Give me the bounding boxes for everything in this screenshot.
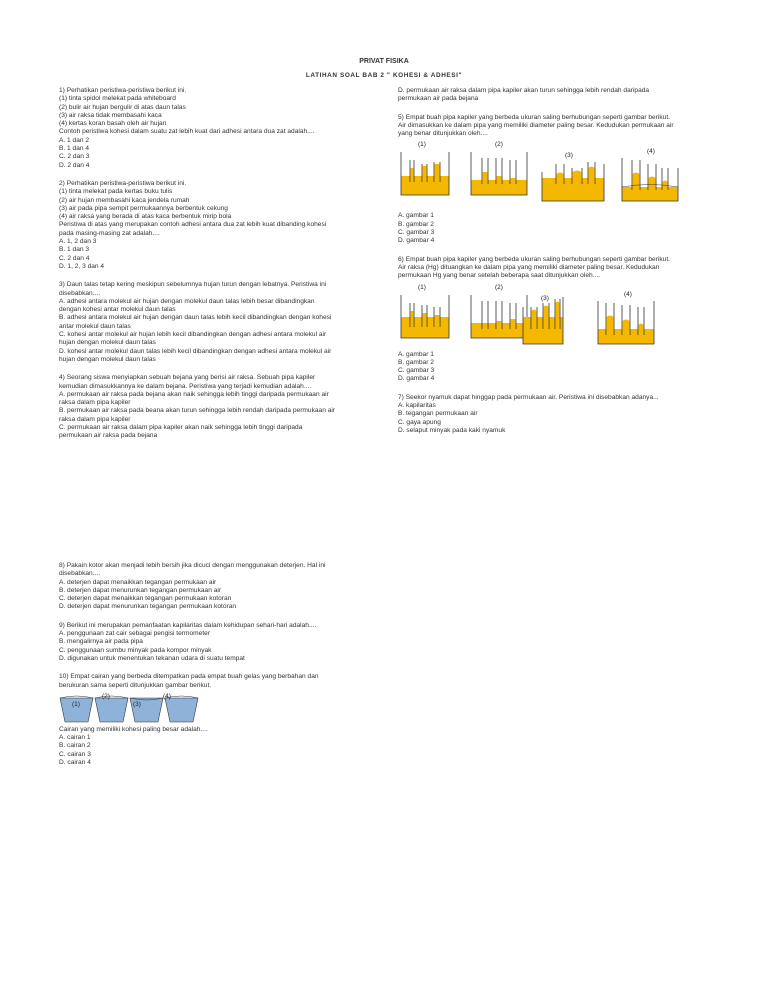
figure-label: (1) [418, 283, 426, 291]
page-title: PRIVAT FISIKA [359, 58, 409, 65]
q9-option: D. digunakan untuk menentukan tekanan udara di suatu tempat [59, 654, 245, 662]
q1-option: C. 2 dan 3 [59, 153, 90, 161]
q2-option: B. 1 dan 3 [59, 246, 90, 254]
question-10 [59, 673, 389, 690]
q4-option: permukaan air pada bejana [398, 95, 479, 103]
figure-label: (3) [133, 700, 141, 708]
q8-line: 8) Pakain kotor akan menjadi lebih bersih jika dicuci dengan menggunakan deterjen. Hal ini [59, 562, 326, 569]
q8-option: D. deterjen dapat menurunkan tegangan permukaan kotoran [59, 603, 237, 611]
q2-line: Peristiwa di atas yang merupakan contoh adhesi antara dua zat lebih kuat dibanding kohesi [59, 221, 327, 229]
q1-line: (3) air raksa tidak membasahi kaca [59, 111, 162, 119]
q5-capillary-figure [398, 140, 698, 210]
q7-line: 7) Seekor nyamuk dapat hinggap pada permukaan air. Peristiwa ini disebabkan adanya... [398, 393, 659, 401]
q2-option: A. 1, 2 dan 3 [59, 238, 97, 246]
q2-option: C. 2 dan 4 [59, 254, 90, 262]
q10-option: B. cairan 2 [59, 742, 91, 750]
q3-option: A. adhesi antara molekul air hujan dengan molekul daun talas lebih besar dibandingkan [59, 297, 315, 305]
q6-capillary-figure [398, 283, 698, 349]
q4-option: C. permukaan air raksa dalam pipa kapiler akan naik sehingga lebih tinggi daripada [59, 423, 303, 431]
q7-option: D. selaput minyak pada kaki nyamuk [398, 426, 506, 434]
q8-option: C. deterjen dapat menaikkan tegangan permukaan kotoran [59, 595, 232, 603]
left-column-bottom [59, 562, 389, 777]
q3-option: B. adhesi antara molekul air hujan dengan daun talas lebih kecil dibandingkan dengan kohesi [59, 314, 332, 322]
q9-option: B. mengalirnya air pada pipa [59, 638, 143, 646]
capillary-diagram-1 [401, 152, 449, 195]
question-3 [59, 281, 389, 364]
capillary-diagram-4 [622, 158, 678, 201]
hg-capillary-diagram-3 [523, 294, 563, 344]
q2-line: 2) Perhatikan peristiwa-peristiwa berikut ini. [59, 179, 187, 187]
q2-line: (3) air pada pipa sempit permukaannya berbentuk cekung [59, 204, 228, 212]
q10-option: C. cairan 3 [59, 750, 91, 758]
q1-option: A. 1 dan 2 [59, 136, 90, 144]
q9-option: C. penggunaan sumbu minyak pada kompor minyak [59, 646, 212, 654]
q4-option: A. permukaan air raksa pada bejana akan naik sehingga lebih tinggi daripada permukaan air [59, 390, 329, 398]
figure-label: (1) [418, 141, 426, 149]
figure-label: (3) [565, 152, 573, 160]
q1-line: (2) bulir air hujan bergulir di atas daun talas [59, 103, 186, 111]
q4-option: D. permukaan air raksa dalam pipa kapiler akan turun sehingga lebih rendah daripada [398, 87, 650, 94]
q1-line: (1) tinta spidol melekat pada whiteboard [59, 95, 176, 103]
q1-line: 1) Perhatikan peristiwa-peristiwa berikut ini. [59, 87, 187, 94]
q4-option: B. permukaan air raksa pada beana akan turun sehingga lebih rendah daripada permukaan air [59, 407, 336, 415]
hg-capillary-diagram-2 [471, 295, 527, 338]
question-7 [398, 394, 718, 435]
q6-line: Air raksa (Hg) dituangkan ke dalam pipa yang memiliki diameter paling besar. Kedudukan [398, 263, 660, 271]
figure-label: (4) [163, 692, 171, 700]
q10-option: D. cairan 4 [59, 759, 91, 767]
question-10-answers [59, 726, 389, 767]
q10-option: A. cairan 1 [59, 734, 91, 742]
figure-label: (4) [624, 290, 632, 298]
q6-options [398, 351, 718, 384]
hg-capillary-diagram-1 [401, 295, 449, 338]
q10-line: berukuran sama seperti ditunjukkan gambar berikut. [59, 681, 212, 689]
q6-option: A. gambar 1 [398, 350, 434, 358]
q5-line: yang benar ditunjukkan oleh.... [398, 130, 488, 138]
q2-line: pada masing-masing zat adalah.... [59, 229, 160, 237]
q1-line: (4) kertas koran basah oleh air hujan [59, 120, 167, 128]
left-column-top [59, 87, 389, 451]
q3-option: D. kohesi antar molekul daun talas lebih kecil dibandingkan dengan adhesi antara molekul air [59, 347, 332, 355]
figure-label: (3) [541, 294, 549, 302]
question-2 [59, 180, 389, 271]
q9-option: A. penggunaan zat cair sebagai pengisi termometer [59, 630, 211, 638]
q3-option: hujan dengan molekul daun talas [59, 355, 156, 363]
q2-line: (2) air hujan membasahi kaca jendela rumah [59, 196, 190, 204]
question-9 [59, 622, 389, 663]
question-4-continued [398, 87, 718, 104]
q7-option: A. kapilaritas [398, 402, 436, 410]
q3-option: antar molekul daun talas [59, 322, 131, 330]
q3-line: 3) Daun talas tetap kering meskipun sebelumnya hujan turun dengan lebatnya. Peristiwa ini [59, 281, 327, 289]
question-8 [59, 562, 389, 612]
q8-option: B. deterjen dapat menurunkan tegangan permukaan air [59, 586, 222, 594]
page-subtitle: LATIHAN SOAL BAB 2 " KOHESI & ADHESI" [305, 72, 463, 79]
q4-option: permukaan air raksa pada bejana [59, 432, 158, 440]
q6-option: B. gambar 2 [398, 358, 434, 366]
question-4 [59, 374, 389, 440]
q5-option: D. gambar 4 [398, 237, 435, 245]
q1-line: Contoh peristiwa kohesi dalam suatu zat lebih kuat dari adhesi antara dua zat adalah.... [59, 128, 315, 136]
q4-option: raksa dalam pipa kapiler [59, 415, 131, 423]
q1-option: B. 1 dan 4 [59, 145, 90, 153]
figure-label: (2) [495, 141, 503, 149]
q2-line: (1) tinta melekat pada kertas buku tulis [59, 188, 173, 196]
q1-option: D. 2 dan 4 [59, 161, 90, 169]
q5-line: Air dimasukkan ke dalam pipa yang memiliki diameter paling besar. Kedudukan permukaan air [398, 121, 674, 129]
q9-line: 9) Berikut ini merupakan pemanfaatan kapilaritas dalam kehidupan sehari-hari adalah.... [59, 621, 317, 629]
question-6 [398, 256, 718, 281]
q5-option: A. gambar 1 [398, 212, 434, 220]
figure-label: (2) [495, 283, 503, 291]
q5-option: B. gambar 2 [398, 220, 434, 228]
figure-label: (4) [647, 148, 655, 156]
capillary-diagram-3 [542, 162, 604, 201]
q3-option: C. kohesi antar molekul air hujan lebih kecil dibandingkan dengan adhesi antara molekul air [59, 331, 327, 339]
q5-option: C. gambar 3 [398, 229, 435, 237]
glass-2 [95, 696, 128, 722]
q6-option: D. gambar 4 [398, 375, 435, 383]
question-1 [59, 87, 389, 170]
q3-option: dengan kohesi antar molekul daun talas [59, 306, 176, 314]
hg-capillary-diagram-4 [598, 301, 654, 344]
q10-line: 10) Empat cairan yang berbeda ditempatkan pada empat buah gelas yang berbahan dan [59, 673, 319, 681]
q7-option: B. tegangan permukaan air [398, 410, 478, 418]
q6-line: permukaan Hg yang benar setelah beberapa saat ditunjukkan oleh.... [398, 272, 600, 280]
q10-line: Cairan yang memiliki kohesi paling besar adalah.... [59, 725, 208, 733]
capillary-diagram-2 [471, 152, 527, 195]
question-5 [398, 114, 718, 139]
right-column [398, 87, 718, 445]
q8-line: disebabkan.... [59, 570, 101, 578]
q3-option: hujan dengan molekul daun talas [59, 339, 156, 347]
q6-line: 6) Empat buah pipa kapiler yang berbeda ukuran saling berhubungan seperti gambar berikut. [398, 255, 670, 263]
q4-line: 4) Seorang siswa menyiapkan sebuah bejana yang berisi air raksa. Sebuah pipa kapiler [59, 374, 316, 382]
q4-line: kemudian dimasukkannya ke dalam bejana. Peristiwa yang terjadi kemudian adalah.... [59, 382, 312, 390]
figure-label: (1) [72, 700, 80, 708]
q2-option: D. 1, 2, 3 dan 4 [59, 262, 105, 270]
q8-option: A. deterjen dapat menaikkan tegangan permukaan air [59, 578, 217, 586]
glass-1 [60, 696, 93, 722]
q10-glasses-figure [59, 690, 199, 726]
q4-option: raksa dalam pipa kapiler [59, 399, 131, 407]
q2-line: (4) air raksa yang berada di atas kaca berbentuk mirip bola [59, 213, 232, 221]
q5-line: 5) Empat buah pipa kapiler yang berbeda ukuran saling berhubungan seperti gambar berikut. [398, 113, 670, 121]
q7-option: C. gaya apung [398, 418, 441, 426]
q5-options [398, 212, 718, 245]
q3-line: disebabkan.... [59, 289, 101, 297]
figure-label: (2) [102, 692, 110, 700]
q6-option: C. gambar 3 [398, 367, 435, 375]
